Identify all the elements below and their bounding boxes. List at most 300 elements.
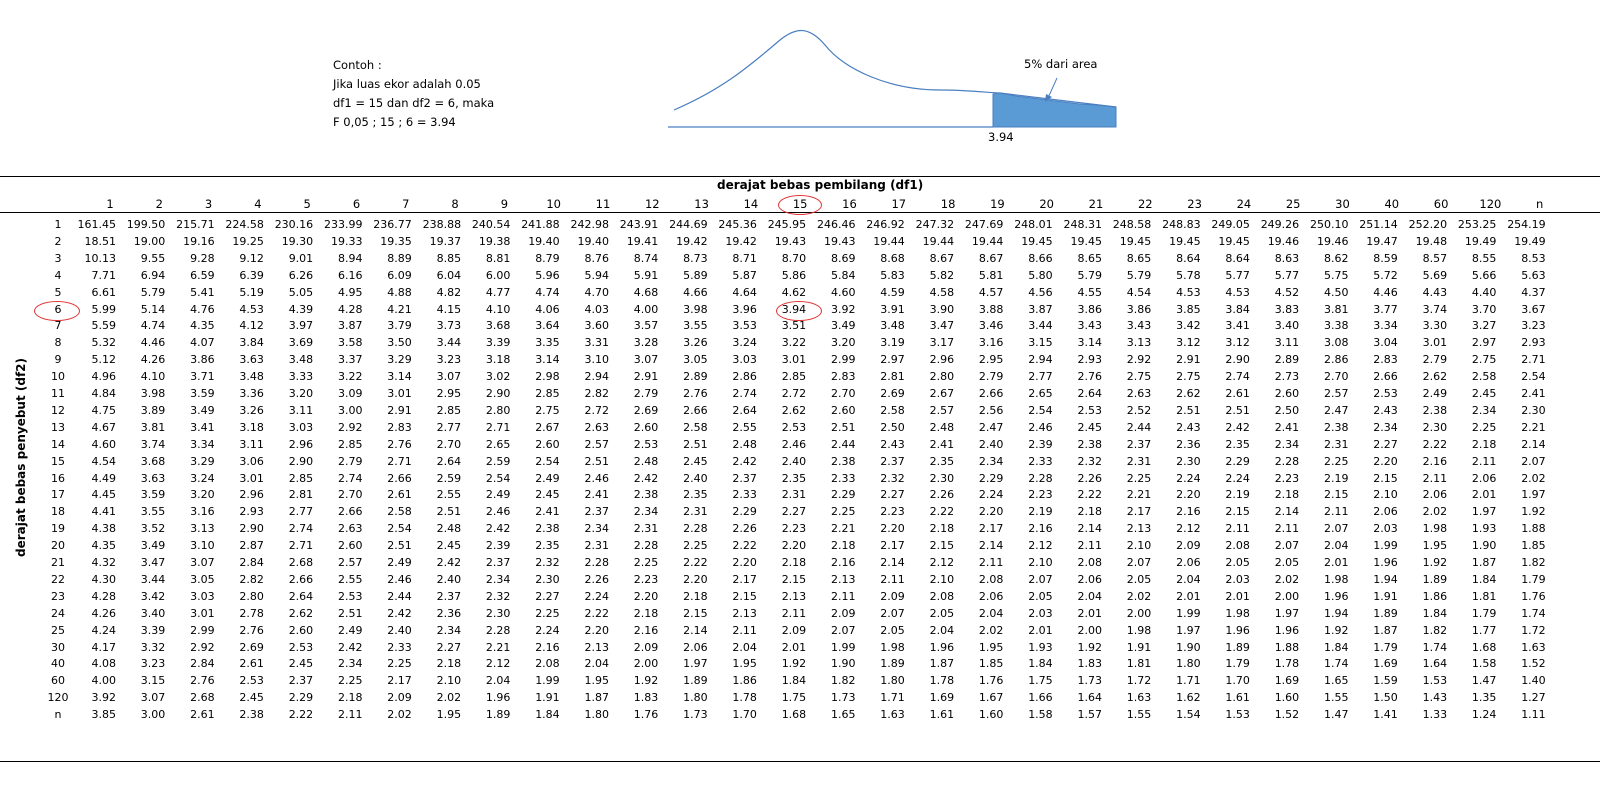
table-cell: 2.81 <box>880 370 905 384</box>
table-cell: 1.86 <box>732 674 757 688</box>
table-cell: 2.37 <box>436 589 462 603</box>
df2-highlight-ring <box>34 301 80 321</box>
table-cell: 2.16 <box>831 556 856 569</box>
table-cell: 2.17 <box>732 572 757 586</box>
table-cell: 19.45 <box>1169 234 1201 248</box>
table-cell: 2.24 <box>978 488 1004 502</box>
table-cell: 2.13 <box>732 606 757 620</box>
table-cell: 3.55 <box>140 505 166 519</box>
table-cell: 1.92 <box>1324 623 1349 637</box>
table-cell: 2.11 <box>1274 522 1300 536</box>
table-cell: 1.53 <box>1225 708 1250 722</box>
table-cell: 2.37 <box>1126 437 1152 451</box>
table-cell: 3.53 <box>732 319 757 333</box>
table-cell: 1.55 <box>1324 691 1349 705</box>
table-cell: 1.80 <box>1176 657 1201 671</box>
table-cell: 3.10 <box>190 539 215 553</box>
table-cell: 19.41 <box>626 234 659 248</box>
table-cell: 3.91 <box>880 302 905 316</box>
table-cell: 4.53 <box>239 302 264 316</box>
row-label: 22 <box>51 572 65 586</box>
column-header: 3 <box>204 197 213 211</box>
table-cell: 1.41 <box>1373 708 1398 722</box>
table-cell: 2.77 <box>436 420 462 434</box>
table-cell: 4.46 <box>140 336 166 350</box>
table-cell: 2.30 <box>929 471 955 485</box>
table-cell: 2.17 <box>387 674 412 688</box>
table-cell: 2.69 <box>633 403 659 417</box>
table-cell: 2.59 <box>436 471 462 485</box>
table-cell: 2.49 <box>338 623 363 637</box>
table-cell: 2.09 <box>831 606 856 620</box>
example-line-title: Contoh : <box>333 58 382 72</box>
table-cell: 2.87 <box>239 539 264 553</box>
table-cell: 2.21 <box>1521 420 1546 434</box>
table-cell: 4.24 <box>91 623 116 637</box>
row-label: 5 <box>54 285 62 299</box>
table-cell: 1.68 <box>781 708 807 722</box>
table-cell: 2.30 <box>1521 403 1546 417</box>
table-cell: 3.27 <box>1471 319 1497 333</box>
table-cell: 2.54 <box>1028 403 1053 417</box>
table-cell: 2.59 <box>485 454 511 468</box>
table-cell: 1.55 <box>1126 708 1152 722</box>
table-cell: 1.95 <box>732 657 757 671</box>
table-cell: 3.23 <box>1521 319 1546 333</box>
table-cell: 2.40 <box>978 437 1004 451</box>
table-cell: 2.10 <box>436 674 462 688</box>
table-cell: 4.43 <box>1422 285 1448 299</box>
table-cell: 1.84 <box>1324 640 1349 654</box>
table-cell: 3.98 <box>140 387 166 400</box>
table-cell: 3.15 <box>1028 336 1053 350</box>
table-cell: 3.24 <box>732 336 757 350</box>
table-cell: 2.76 <box>1077 370 1102 384</box>
table-cell: 2.93 <box>1077 353 1102 367</box>
table-cell: 4.58 <box>929 285 955 299</box>
table-cell: 3.11 <box>288 403 314 417</box>
table-cell: 2.02 <box>387 708 412 722</box>
table-cell: 1.97 <box>683 657 708 671</box>
table-cell: 2.69 <box>239 640 264 654</box>
table-cell: 3.22 <box>338 370 363 384</box>
table-cell: 5.77 <box>1225 268 1250 282</box>
tail-pointer-arrow <box>1048 78 1057 98</box>
table-cell: 1.87 <box>584 691 609 705</box>
table-cell: 2.07 <box>1324 522 1349 536</box>
table-cell: 2.37 <box>732 471 757 485</box>
table-cell: 3.00 <box>140 708 166 722</box>
table-cell: 1.84 <box>781 674 807 688</box>
table-cell: 1.79 <box>1521 572 1546 586</box>
table-cell: 5.66 <box>1471 268 1497 282</box>
table-cell: 19.25 <box>232 234 264 248</box>
row-label: 9 <box>54 353 62 367</box>
table-cell: 2.76 <box>239 623 264 637</box>
table-cell: 3.57 <box>633 319 659 333</box>
table-cell: 2.36 <box>436 606 462 620</box>
table-cell: 1.96 <box>485 691 511 705</box>
table-cell: 2.25 <box>535 606 560 620</box>
table-cell: 3.47 <box>929 319 955 333</box>
table-cell: 2.34 <box>338 657 363 671</box>
table-bottom-rule <box>0 761 1600 762</box>
table-cell: 2.48 <box>436 522 462 536</box>
table-cell: 3.18 <box>485 353 511 367</box>
table-cell: 5.94 <box>584 268 609 282</box>
table-cell: 2.93 <box>239 505 264 519</box>
table-cell: 2.32 <box>485 589 511 603</box>
table-cell: 2.06 <box>1422 488 1448 502</box>
table-cell: 246.46 <box>817 218 856 231</box>
table-cell: 2.74 <box>732 387 757 400</box>
table-cell: 19.44 <box>922 234 955 248</box>
table-cell: 3.87 <box>1028 302 1053 316</box>
table-cell: 8.89 <box>387 251 412 265</box>
table-cell: 3.32 <box>140 640 166 654</box>
table-cell: 3.63 <box>140 471 166 485</box>
table-cell: 1.89 <box>683 674 708 688</box>
row-label: 2 <box>54 234 62 248</box>
row-label: 16 <box>51 471 65 485</box>
table-cell: 2.02 <box>1274 572 1300 586</box>
table-cell: 4.10 <box>485 302 511 316</box>
f-distribution-curve <box>660 20 1130 135</box>
row-label: 40 <box>51 657 65 671</box>
table-cell: 233.99 <box>324 218 363 231</box>
table-cell: 3.01 <box>781 353 807 367</box>
table-cell: 2.34 <box>1274 437 1300 451</box>
table-cell: 2.02 <box>436 691 462 705</box>
table-cell: 2.99 <box>190 623 215 637</box>
table-cell: 2.58 <box>387 505 412 519</box>
table-cell: 2.89 <box>683 370 708 384</box>
row-label: 12 <box>51 403 65 417</box>
table-cell: 2.51 <box>1225 403 1250 417</box>
column-header: 12 <box>644 197 660 211</box>
table-cell: 3.30 <box>1422 319 1448 333</box>
table-cell: 2.98 <box>535 370 560 384</box>
table-cell: 8.79 <box>535 251 560 265</box>
table-cell: 1.96 <box>1225 623 1250 637</box>
table-cell: 1.96 <box>1373 556 1398 569</box>
table-cell: 1.76 <box>1521 589 1546 603</box>
row-label: 21 <box>51 556 65 569</box>
table-cell: 2.08 <box>1077 556 1102 569</box>
table-cell: 2.79 <box>1422 353 1448 367</box>
table-cell: 1.89 <box>880 657 905 671</box>
table-cell: 2.13 <box>584 640 609 654</box>
table-cell: 1.97 <box>1274 606 1300 620</box>
table-cell: 4.74 <box>140 319 166 333</box>
table-cell: 2.70 <box>436 437 462 451</box>
table-cell: 199.50 <box>126 218 166 231</box>
table-cell: 2.29 <box>288 691 314 705</box>
table-cell: 1.89 <box>1422 572 1448 586</box>
table-cell: 3.74 <box>1422 302 1448 316</box>
table-cell: 2.08 <box>978 572 1004 586</box>
table-cell: 3.35 <box>535 336 560 350</box>
table-cell: 3.83 <box>1274 302 1300 316</box>
table-cell: 1.74 <box>1324 657 1349 671</box>
table-cell: 2.04 <box>485 674 511 688</box>
table-cell: 4.07 <box>190 336 215 350</box>
table-cell: 2.67 <box>929 387 955 400</box>
table-cell: 2.71 <box>485 420 511 434</box>
table-cell: 248.83 <box>1162 218 1201 231</box>
table-cell: 2.35 <box>535 539 560 553</box>
table-cell: 2.04 <box>1077 589 1102 603</box>
table-cell: 3.89 <box>140 403 166 417</box>
table-cell: 2.55 <box>732 420 757 434</box>
table-cell: 3.68 <box>485 319 511 333</box>
table-cell: 2.06 <box>1077 572 1102 586</box>
table-cell: 2.32 <box>535 556 560 569</box>
table-cell: 2.38 <box>239 708 264 722</box>
table-cell: 2.51 <box>584 454 609 468</box>
table-cell: 1.79 <box>1373 640 1398 654</box>
column-header: 6 <box>352 197 361 211</box>
table-cell: 230.16 <box>274 218 314 231</box>
table-cell: 2.23 <box>880 505 905 519</box>
table-cell: 252.20 <box>1408 218 1448 231</box>
table-cell: 2.09 <box>880 589 905 603</box>
table-cell: 1.82 <box>831 674 856 688</box>
row-label: 10 <box>51 370 65 384</box>
table-cell: 4.32 <box>91 556 116 569</box>
column-header: 120 <box>1479 197 1502 211</box>
table-cell: 1.98 <box>880 640 905 654</box>
table-cell: 4.35 <box>91 539 116 553</box>
table-cell: 4.00 <box>633 302 659 316</box>
column-header: 30 <box>1335 197 1350 211</box>
table-cell: 3.10 <box>584 353 609 367</box>
table-cell: 2.04 <box>1324 539 1349 553</box>
table-cell: 3.42 <box>1176 319 1201 333</box>
table-cell: 8.59 <box>1373 251 1398 265</box>
table-cell: 8.55 <box>1471 251 1497 265</box>
table-cell: 2.18 <box>929 522 955 536</box>
table-cell: 4.59 <box>880 285 905 299</box>
critical-value-label: 3.94 <box>988 130 1014 144</box>
table-cell: 2.42 <box>485 522 511 536</box>
table-cell: 2.06 <box>1471 471 1497 485</box>
table-cell: 1.92 <box>1077 640 1102 654</box>
table-cell: 2.28 <box>1274 454 1300 468</box>
table-cell: 5.80 <box>1028 268 1053 282</box>
table-cell: 3.01 <box>190 606 215 620</box>
table-cell: 3.07 <box>633 353 659 367</box>
table-cell: 3.84 <box>239 336 264 350</box>
table-cell: 2.38 <box>1077 437 1102 451</box>
table-cell: 1.90 <box>831 657 856 671</box>
table-cell: 1.89 <box>1225 640 1250 654</box>
table-cell: 3.05 <box>683 353 708 367</box>
table-cell: 1.84 <box>1471 572 1497 586</box>
table-cell: 1.88 <box>1274 640 1300 654</box>
table-cell: 3.07 <box>436 370 462 384</box>
table-cell: 2.27 <box>781 505 807 519</box>
column-header: 19 <box>990 197 1005 211</box>
table-cell: 1.63 <box>880 708 905 722</box>
table-cell: 4.45 <box>91 488 116 502</box>
table-cell: 2.94 <box>584 370 609 384</box>
table-cell: 3.81 <box>140 420 166 434</box>
table-cell: 2.15 <box>781 572 807 586</box>
table-cell: 1.85 <box>978 657 1004 671</box>
table-cell: 1.50 <box>1373 691 1398 705</box>
table-cell: 18.51 <box>84 234 116 248</box>
table-cell: 3.11 <box>1274 336 1300 350</box>
table-cell: 9.28 <box>190 251 215 265</box>
table-cell: 2.68 <box>288 556 314 569</box>
column-header: n <box>1536 197 1544 211</box>
table-cell: 2.57 <box>929 403 955 417</box>
table-cell: 2.26 <box>1077 471 1102 485</box>
table-cell: 1.52 <box>1274 708 1300 722</box>
table-cell: 2.07 <box>1028 572 1053 586</box>
column-header: 17 <box>891 197 907 211</box>
table-cell: 2.54 <box>387 522 412 536</box>
table-cell: 1.95 <box>1422 539 1448 553</box>
table-cell: 19.48 <box>1415 234 1448 248</box>
table-cell: 2.62 <box>1176 387 1201 400</box>
table-cell: 3.81 <box>1324 302 1349 316</box>
table-cell: 2.18 <box>1471 437 1497 451</box>
table-cell: 3.79 <box>387 319 412 333</box>
table-cell: 2.52 <box>1126 403 1152 417</box>
table-cell: 2.19 <box>1225 488 1250 502</box>
table-cell: 2.25 <box>683 539 708 553</box>
table-cell: 2.79 <box>978 370 1004 384</box>
table-cell: 236.77 <box>373 218 412 231</box>
table-cell: 2.01 <box>1028 623 1053 637</box>
table-cell: 253.25 <box>1457 218 1497 231</box>
table-cell: 2.14 <box>683 623 708 637</box>
table-cell: 2.83 <box>1373 353 1398 367</box>
table-cell: 3.18 <box>239 420 264 434</box>
table-cell: 2.31 <box>584 539 609 553</box>
table-cell: 241.88 <box>521 218 560 231</box>
table-cell: 19.30 <box>281 234 314 248</box>
table-cell: 19.37 <box>429 234 462 248</box>
table-cell: 2.97 <box>880 353 905 367</box>
table-cell: 2.17 <box>978 522 1004 536</box>
table-cell: 1.69 <box>929 691 955 705</box>
table-cell: 2.83 <box>387 420 412 434</box>
table-cell: 2.09 <box>781 623 807 637</box>
table-cell: 3.59 <box>190 387 215 400</box>
table-cell: 2.72 <box>584 403 609 417</box>
table-cell: 3.51 <box>781 319 807 333</box>
table-cell: 3.20 <box>288 387 314 400</box>
table-cell: 1.97 <box>1176 623 1201 637</box>
table-cell: 1.35 <box>1471 691 1497 705</box>
table-cell: 2.30 <box>535 572 560 586</box>
table-cell: 4.57 <box>978 285 1004 299</box>
table-cell: 4.96 <box>91 370 116 384</box>
table-cell: 2.38 <box>831 454 856 468</box>
table-cell: 3.15 <box>140 674 166 688</box>
table-cell: 2.11 <box>781 606 807 620</box>
table-cell: 9.55 <box>140 251 166 265</box>
table-cell: 3.13 <box>1126 336 1152 350</box>
table-cell: 2.26 <box>929 488 955 502</box>
table-cell: 2.62 <box>781 403 807 417</box>
table-cell: 1.78 <box>1274 657 1300 671</box>
table-top-rule <box>0 176 1600 177</box>
table-cell: 5.32 <box>91 336 116 350</box>
table-cell: 2.92 <box>190 640 215 654</box>
table-cell: 2.90 <box>239 522 264 536</box>
table-cell: 2.97 <box>1471 336 1497 350</box>
table-cell: 2.54 <box>485 471 511 485</box>
table-cell: 1.67 <box>978 691 1004 705</box>
row-label: 23 <box>51 589 65 603</box>
table-cell: 4.95 <box>338 285 363 299</box>
table-cell: 1.73 <box>831 691 856 705</box>
table-cell: 2.51 <box>1176 403 1201 417</box>
table-cell: 2.15 <box>1324 488 1349 502</box>
table-cell: 19.40 <box>528 234 560 248</box>
table-cell: 8.62 <box>1324 251 1349 265</box>
table-cell: 8.57 <box>1422 251 1448 265</box>
table-cell: 4.53 <box>1225 285 1250 299</box>
table-cell: 2.03 <box>1028 606 1053 620</box>
table-cell: 2.29 <box>831 488 856 502</box>
table-cell: 1.94 <box>1324 606 1349 620</box>
table-cell: 2.06 <box>683 640 708 654</box>
table-cell: 2.71 <box>288 539 314 553</box>
table-cell: 2.89 <box>1274 353 1300 367</box>
table-cell: 5.72 <box>1373 268 1398 282</box>
table-cell: 2.11 <box>978 556 1004 569</box>
table-cell: 4.38 <box>91 522 116 536</box>
table-cell: 1.87 <box>929 657 955 671</box>
table-cell: 19.49 <box>1514 234 1546 248</box>
table-cell: 2.65 <box>485 437 511 451</box>
table-cell: 2.38 <box>1324 420 1349 434</box>
table-cell: 1.99 <box>831 640 856 654</box>
table-cell: 3.20 <box>831 336 856 350</box>
table-cell: 4.10 <box>140 370 166 384</box>
table-cell: 8.53 <box>1521 251 1546 265</box>
table-cell: 2.07 <box>831 623 856 637</box>
table-cell: 4.52 <box>1274 285 1300 299</box>
table-cell: 2.74 <box>338 471 363 485</box>
table-cell: 2.04 <box>1176 572 1201 586</box>
table-cell: 2.43 <box>880 437 905 451</box>
table-cell: 2.04 <box>978 606 1004 620</box>
table-cell: 4.12 <box>239 319 264 333</box>
table-cell: 8.65 <box>1126 251 1152 265</box>
table-cell: 2.05 <box>1274 556 1300 569</box>
column-header: 60 <box>1433 197 1449 211</box>
table-cell: 2.03 <box>1373 522 1398 536</box>
table-cell: 2.70 <box>338 488 363 502</box>
table-cell: 2.96 <box>239 488 264 502</box>
table-cell: 3.38 <box>1324 319 1349 333</box>
table-cell: 3.29 <box>387 353 412 367</box>
table-cell: 249.26 <box>1260 218 1300 231</box>
table-cell: 2.25 <box>1324 454 1349 468</box>
table-cell: 19.44 <box>971 234 1004 248</box>
table-cell: 2.18 <box>1274 488 1300 502</box>
table-cell: 2.45 <box>1471 387 1497 400</box>
table-cell: 2.12 <box>929 556 955 569</box>
table-cell: 3.12 <box>1225 336 1250 350</box>
table-cell: 2.14 <box>1077 522 1102 536</box>
